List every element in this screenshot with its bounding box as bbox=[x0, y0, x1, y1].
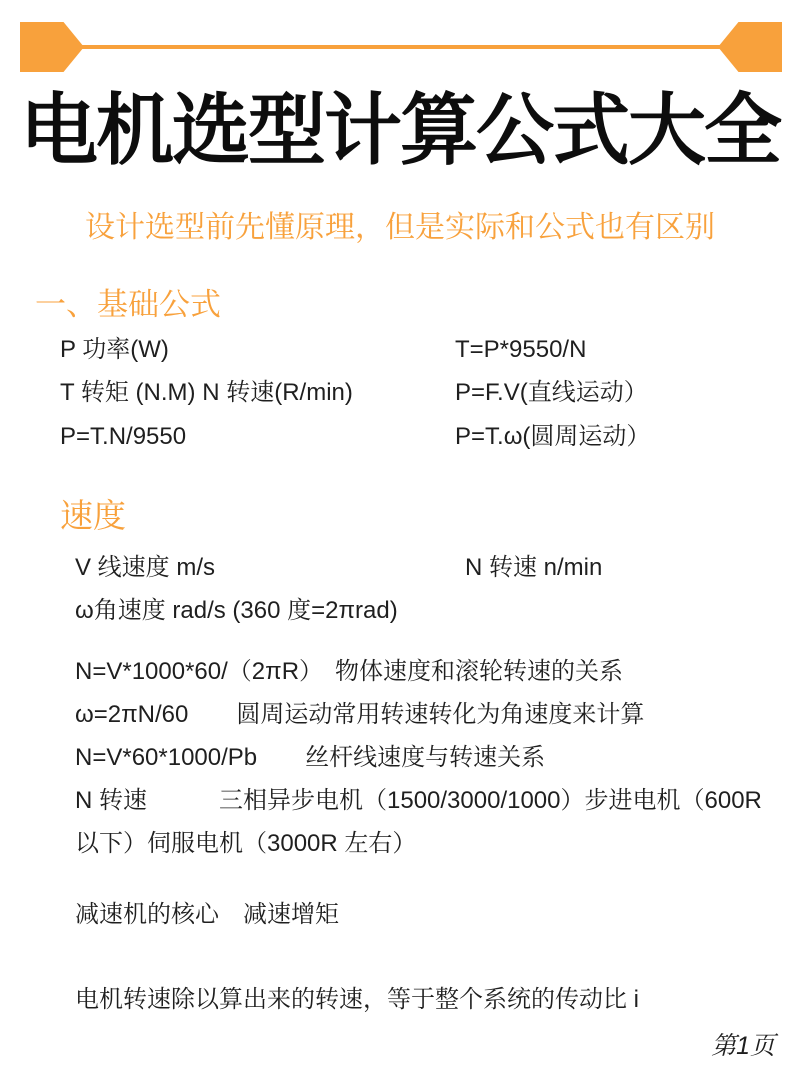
formula-power-from-torque: P=T.N/9550 bbox=[60, 423, 187, 450]
speed-motor-types-line-1: N 转速 三相异步电机（1500/3000/1000）步进电机（600R bbox=[75, 787, 762, 814]
speed-linear-velocity-label: V 线速度 m/s bbox=[75, 554, 216, 581]
note-gear-reducer: 减速机的核心 减速增矩 bbox=[75, 901, 339, 928]
speed-motor-types-line-2: 以下）伺服电机（3000R 左右） bbox=[75, 830, 417, 857]
page-subtitle: 设计选型前先懂原理，但是实际和公式也有区别 bbox=[85, 211, 715, 244]
formula-torque-speed-units: T 转矩 (N.M) N 转速(R/min) bbox=[60, 379, 353, 406]
header-ornament-right-pentagon-icon bbox=[718, 22, 782, 72]
speed-formula-roller: N=V*1000*60/（2πR） 物体速度和滚轮转速的关系 bbox=[75, 658, 624, 685]
header-ornament-left-pentagon-icon bbox=[20, 22, 84, 72]
speed-formula-leadscrew: N=V*60*1000/Pb 丝杆线速度与转速关系 bbox=[75, 744, 546, 771]
speed-rotation-speed-label: N 转速 n/min bbox=[465, 554, 603, 581]
note-transmission-ratio: 电机转速除以算出来的转速，等于整个系统的传动比 i bbox=[75, 986, 639, 1013]
formula-torque-from-power: T=P*9550/N bbox=[455, 336, 587, 363]
page-title: 电机选型计算公式大全 bbox=[19, 86, 780, 174]
speed-formula-angular: ω=2πN/60 圆周运动常用转速转化为角速度来计算 bbox=[75, 701, 645, 728]
formula-power-linear: P=F.V(直线运动） bbox=[455, 379, 648, 406]
formula-power-definition: P 功率(W) bbox=[60, 336, 169, 363]
formula-power-rotary: P=T.ω(圆周运动） bbox=[455, 423, 651, 450]
speed-angular-velocity-label: ω角速度 rad/s (360 度=2πrad) bbox=[75, 597, 398, 624]
section-heading-speed: 速度 bbox=[60, 497, 126, 534]
section-heading-basic-formulas: 一、基础公式 bbox=[35, 287, 221, 322]
page-number: 第1页 bbox=[711, 1032, 775, 1060]
header-divider-line bbox=[80, 45, 722, 49]
